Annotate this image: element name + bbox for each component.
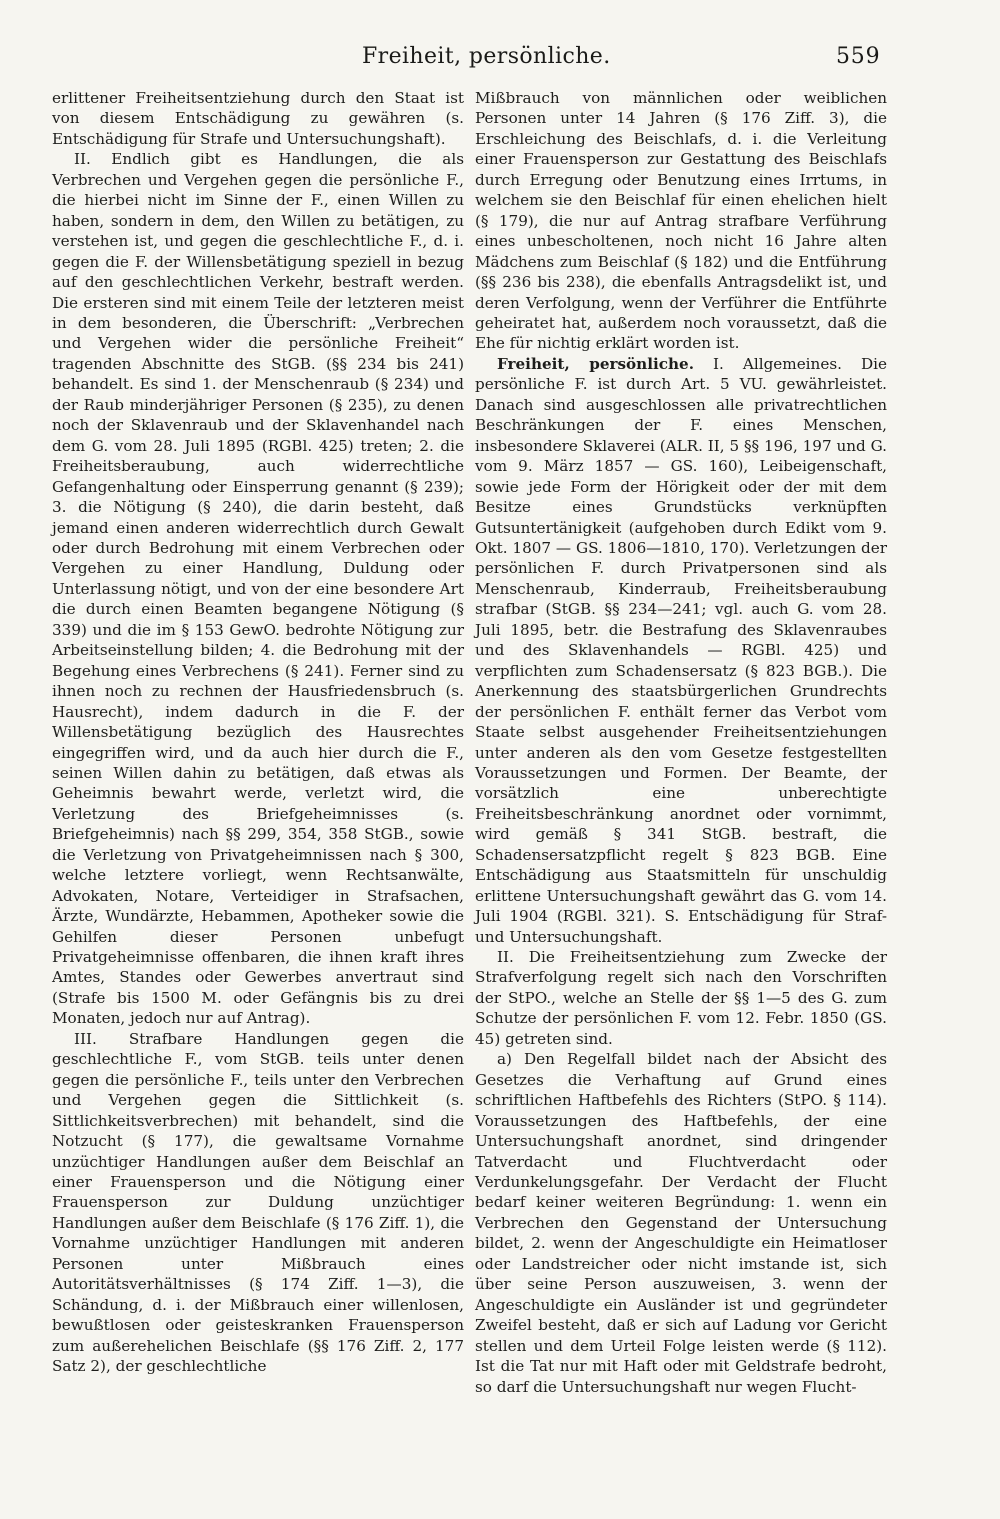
entry-paragraph: [475, 354, 887, 947]
running-head: [0, 44, 1000, 74]
running-title: Freiheit, persönliche.: [362, 44, 611, 69]
paragraph-section-ii: II. Die Freiheitsentziehung zum Zwecke der Strafverfolgung regelt sich nach den Vorschriften der StPO., welche an Stelle der §§ 1—5 des G. zum Schutze der persönlichen F. vom 12. Febr. 1850 (GS. 45) getreten sind.: [475, 948, 887, 1048]
paragraph: Mißbrauch von männlichen oder weiblichen Personen unter 14 Jahren (§ 176 Ziff. 3), die Erschleichung des Beischlafs, d. i. die Verleitung einer Frauensperson zur Gestattung des Beischlafs durch Erregung oder Benutzung eines Irrtums, in welchem sie den Beischlaf für einen ehelichen hielt (§ 179), die nur auf Antrag strafbare Verführung eines unbescholtenen, noch nicht 16 Jahre alten Mädchens zum Beischlaf (§ 182) und die Entführung (§§ 236 bis 238), die ebenfalls Antragsdelikt ist, und deren Verfolgung, wenn der Verführer die Entführte geheiratet hat, außerdem noch voraussetzt, daß die Ehe für nichtig erklärt worden ist.: [475, 89, 887, 353]
paragraph: erlittener Freiheitsentziehung durch den Staat ist von diesem Entschädigung zu gewähren (s. Entschädigung für Strafe und Untersuchungshaft).: [52, 89, 464, 148]
entry-text: I. Allgemeines. Die persönliche F. ist durch Art. 5 VU. gewährleistet. Danach sind ausgeschlossen alle privatrechtlichen Beschränkungen der F. eines Menschen, insbesondere Sklaverei (ALR. II, 5 §§ 196, 197 und G. vom 9. März 1857 — GS. 160), Leibeigenschaft, sowie jede Form der Hörigkeit oder der mit dem Besitze eines Grundstücks verknüpften Gutsuntertänigkeit (aufgehoben durch Edikt vom 9. Okt. 1807 — GS. 1806—1810, 170). Verletzungen der persönlichen F. durch Privatpersonen sind als Menschenraub, Kinderraub, Freiheitsberaubung strafbar (StGB. §§ 234—241; vgl. auch G. vom 28. Juli 1895, betr. die Bestrafung des Sklavenraubes und des Sklavenhandels — RGBl. 425) und verpflichten zum Schadensersatz (§ 823 BGB.). Die Anerkennung des staatsbürgerlichen Grundrechts der persönlichen F. enthält ferner das Verbot vom Staate selbst ausgehender Freiheitsentziehungen unter anderen als den vom Gesetze festgestellten Voraussetzungen und Formen. Der Beamte, der vorsätzlich eine unberechtigte Freiheitsbeschränkung anordnet oder vornimmt, wird gemäß § 341 StGB. bestraft, die Schadensersatzpflicht regelt § 823 BGB. Eine Entschädigung aus Staatsmitteln für unschuldig erlittene Untersuchungshaft gewährt das G. vom 14. Juli 1904 (RGBl. 321). S. Entschädigung für Straf- und Untersuchungshaft.: [475, 354, 887, 946]
paragraph-section-ii: II. Endlich gibt es Handlungen, die als Verbrechen und Vergehen gegen die persönliche F., die hierbei nicht im Sinne der F., einen Willen zu haben, sondern in dem, den Willen zu betätigen, zu verstehen ist, und gegen die geschlechtliche F., d. i. gegen die F. der Willensbetätigung speziell in bezug auf den geschlechtlichen Verkehr, bestraft werden. Die ersteren sind mit einem Teile der letzteren meist in dem besonderen, die Überschrift: „Verbrechen und Vergehen wider die persönliche Freiheit“ tragenden Abschnitte des StGB. (§§ 234 bis 241) behandelt. Es sind 1. der Menschenraub (§ 234) und der Raub minderjähriger Personen (§ 235), zu denen noch der Sklavenraub und der Sklavenhandel nach dem G. vom 28. Juli 1895 (RGBl. 425) treten; 2. die Freiheitsberaubung, auch widerrechtliche Gefangenhaltung oder Einsperrung genannt (§ 239); 3. die Nötigung (§ 240), die darin besteht, daß jemand einen anderen widerrechtlich durch Gewalt oder durch Bedrohung mit einem Verbrechen oder Vergehen zu einer Handlung, Duldung oder Unterlassung nötigt, und von der eine besondere Art die durch einen Beamten begangene Nötigung (§ 339) und die im § 153 GewO. bedrohte Nötigung zur Arbeitseinstellung bilden; 4. die Bedrohung mit der Begehung eines Verbrechens (§ 241). Ferner sind zu ihnen noch zu rechnen der Hausfriedensbruch (s. Hausrecht), indem dadurch in die F. der Willensbetätigung bezüglich des Hausrechtes eingegriffen wird, und da auch hier durch die F., seinen Willen dahin zu betätigen, daß etwas als Geheimnis bewahrt werde, verletzt wird, die Verletzung des Briefgeheimnisses (s. Briefgeheimnis) nach §§ 299, 354, 358 StGB., sowie die Verletzung von Privatgeheimnissen nach § 300, welche letztere vorliegt, wenn Rechtsanwälte, Advokaten, Notare, Verteidiger in Strafsachen, Ärzte, Wundärzte, Hebammen, Apotheker sowie die Gehilfen dieser Personen unbefugt Privatgeheimnisse offenbaren, die ihnen kraft ihres Amtes, Standes oder Gewerbes anvertraut sind (Strafe bis 1500 M. oder Gefängnis bis zu drei Monaten, jedoch nur auf Antrag).: [52, 150, 464, 1028]
right-column: [475, 88, 887, 1397]
paragraph-subsection-a: a) Den Regelfall bildet nach der Absicht des Gesetzes die Verhaftung auf Grund eines schriftlichen Haftbefehls des Richters (StPO. § 114). Voraussetzungen des Haftbefehls, der eine Untersuchungshaft anordnet, sind dringender Tatverdacht und Fluchtverdacht oder Verdunkelungsgefahr. Der Verdacht der Flucht bedarf keiner weiteren Begründung: 1. wenn ein Verbrechen den Gegenstand der Untersuchung bildet, 2. wenn der Angeschuldigte ein Heimatloser oder Landstreicher oder nicht imstande ist, sich über seine Person auszuweisen, 3. wenn der Angeschuldigte ein Ausländer ist und gegründeter Zweifel besteht, daß er sich auf Ladung vor Gericht stellen und dem Urteil Folge leisten werde (§ 112). Ist die Tat nur mit Haft oder mit Geldstrafe bedroht, so darf die Untersuchungshaft nur wegen Flucht-: [475, 1050, 887, 1396]
left-column: [52, 88, 464, 1377]
page-number: 559: [836, 44, 881, 69]
paragraph-section-iii: III. Strafbare Handlungen gegen die geschlechtliche F., vom StGB. teils unter denen gegen die persönliche F., teils unter den Verbrechen und Vergehen gegen die Sittlichkeit (s. Sittlichkeitsverbrechen) mit behandelt, sind die Notzucht (§ 177), die gewaltsame Vornahme unzüchtiger Handlungen außer dem Beischlaf an einer Frauensperson und die Nötigung einer Frauensperson zur Duldung unzüchtiger Handlungen außer dem Beischlafe (§ 176 Ziff. 1), die Vornahme unzüchtiger Handlungen mit anderen Personen unter Mißbrauch eines Autoritätsverhältnisses (§ 174 Ziff. 1—3), die Schändung, d. i. der Mißbrauch einer willenlosen, bewußtlosen oder geisteskranken Frauensperson zum außerehelichen Beischlafe (§§ 176 Ziff. 2, 177 Satz 2), der geschlechtliche: [52, 1029, 464, 1376]
entry-headword: Freiheit, persönliche.: [497, 354, 695, 373]
